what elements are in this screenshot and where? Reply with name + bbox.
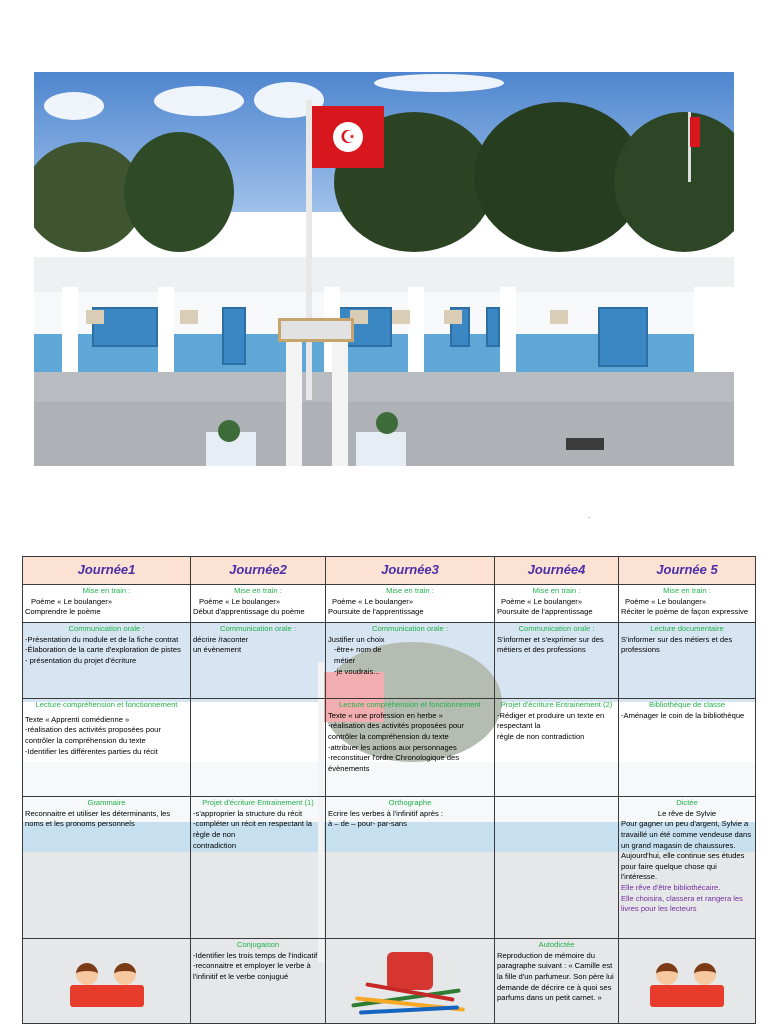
cell-line: -compléter un récit en respectant la règle de non <box>193 819 313 839</box>
cell-line: Reproduction de mémoire du paragraphe suivant : « Camille est la fille d'un parfumeur. Son père lui demande de décrire ce à quoi ses parfums dans un petit carnet. » <box>497 950 614 1003</box>
table-cell <box>495 585 619 623</box>
cell-title: Bibliothèque de classe <box>649 700 725 709</box>
cell-title: Projet d'écriture Entrainement (2) <box>500 700 613 709</box>
cell-title: Autodictée <box>538 940 575 949</box>
table-cell <box>23 699 191 797</box>
table-row <box>23 699 756 797</box>
tree-line <box>34 112 734 262</box>
cell-title: Mise en train : <box>82 586 131 595</box>
children-reading-book-icon <box>60 957 154 1011</box>
cell-title: Lecture compréhension et fonctionnement <box>339 700 481 709</box>
cloud <box>374 74 504 92</box>
cell-line: Comprendre le poème <box>25 607 101 617</box>
cell-title: Orthographe <box>388 798 432 807</box>
cell-line: -s'approprier la structure du récit <box>193 808 303 818</box>
cell-title: Communication orale : <box>372 624 448 633</box>
plant-pot <box>550 310 568 324</box>
cell-line: -Élaboration de la carte d'exploration de pistes <box>25 645 181 655</box>
window <box>486 307 500 347</box>
table-cell <box>495 797 619 939</box>
cell-line: -Identifier les trois temps de l'indicatif <box>193 950 318 960</box>
cell-title: Mise en train : <box>234 586 282 595</box>
plant-pot <box>86 310 104 324</box>
dictation-title: Le rêve de Sylvie <box>657 808 717 818</box>
cell-line: Poursuite de l'apprentissage <box>497 607 593 617</box>
cell-line: décrire /raconter <box>193 634 249 644</box>
cell-line: métier <box>334 655 356 665</box>
weekly-schedule-table <box>22 556 756 1024</box>
cell-title: Mise en train : <box>386 586 434 595</box>
table-cell <box>23 797 191 939</box>
table-cell <box>495 623 619 699</box>
cell-line: à – de – pour- par-sans <box>328 819 407 829</box>
day-header: Journée 5 <box>619 557 756 585</box>
cell-line: contradiction <box>193 840 237 850</box>
cell-line: Poème « Le boulanger» <box>625 596 707 606</box>
cell-line: -réalisation des activités proposées pour contrôler la compréhension du texte <box>328 721 464 741</box>
header-row <box>23 557 756 585</box>
cell-title: Communication orale : <box>518 624 595 633</box>
day-header: Journée1 <box>23 557 191 585</box>
table-cell <box>619 939 756 1024</box>
dictation-text: Pour gagner un peu d'argent, Sylvie a travaillé un été comme vendeuse dans un grand magasin de chaussures. Aujourd'hui, elle continue ses études pour faire quelque chose qui l'intéresse. <box>621 819 752 882</box>
cell-line: -réalisation des activités proposées pour contrôler la compréhension du texte <box>25 725 161 745</box>
cell-title: Lecture documentaire <box>650 624 724 633</box>
table-cell <box>495 699 619 797</box>
cell-title: Grammaire <box>87 798 126 807</box>
table-cell <box>23 623 191 699</box>
plinth-column <box>332 342 348 466</box>
cell-line: Poursuite de l'apprentissage <box>328 607 424 617</box>
table-cell <box>619 699 756 797</box>
cell-line: Début d'apprentissage du poème <box>193 607 305 617</box>
cell-line: Poème « Le boulanger» <box>332 596 414 606</box>
day-header: Journée4 <box>495 557 619 585</box>
table-cell <box>619 585 756 623</box>
cell-line: -Rédiger et produire un texte en respectant la <box>497 710 605 731</box>
door <box>222 307 246 365</box>
table-row <box>23 939 756 1024</box>
children-reading-book-icon <box>640 957 734 1011</box>
building-roof <box>34 257 734 297</box>
flag-icon <box>690 117 700 147</box>
cell-line: -Aménager le coin de la bibliothèque <box>621 710 745 720</box>
cell-title: Projet d'écriture Entrainement (1) <box>202 798 314 807</box>
table-cell <box>23 585 191 623</box>
cell-line: Justifier un choix <box>328 634 385 644</box>
cell-line: -attribuer les actions aux personnages <box>328 742 457 752</box>
plinth-column <box>286 342 302 466</box>
plant-pot <box>180 310 198 324</box>
plant-pot <box>444 310 462 324</box>
day-header: Journée2 <box>191 557 326 585</box>
cell-line: Poème « Le boulanger» <box>199 596 281 606</box>
cell-line: -je voudrais... <box>334 666 380 676</box>
cell-title: Communication orale : <box>68 624 145 633</box>
door <box>598 307 648 367</box>
table-cell <box>326 699 495 797</box>
cell-line: - présentation du projet d'écriture <box>25 655 137 665</box>
table-cell <box>619 797 756 939</box>
cell-line: -Identifier les différentes parties du récit <box>25 746 158 756</box>
table-cell <box>326 797 495 939</box>
dictation-line: Elle choisira, classera et rangera les livres pour les lecteurs <box>621 893 743 914</box>
cell-line: Reconnaitre et utiliser les déterminants, les noms et les pronoms personnels <box>25 808 171 829</box>
cell-title: Dictée <box>676 798 698 807</box>
cell-line: un évènement <box>193 645 242 655</box>
cell-title: Lecture compréhension et fonctionnement <box>35 700 178 709</box>
shrub <box>218 420 240 442</box>
cell-line: -reconstituer l'ordre Chronologique des évènements <box>328 753 460 773</box>
cell-line: S'informer et s'exprimer sur des métiers et des professions <box>497 634 604 655</box>
table-cell <box>191 797 326 939</box>
school-supplies-icon <box>345 948 475 1016</box>
cell-line: S'informer sur des métiers et des professions <box>621 634 733 655</box>
cell-line: Réciter le poème de façon expressive <box>621 607 749 617</box>
cell-line: Texte « une profession en herbe » <box>328 710 443 720</box>
table-cell <box>619 623 756 699</box>
cell-title: Mise en train : <box>532 586 581 595</box>
day-header: Journée3 <box>326 557 495 585</box>
dictation-line: Elle rêve d'être bibliothécaire. <box>621 883 721 892</box>
table-cell <box>23 939 191 1024</box>
tunisian-flag-icon: ☪ <box>312 106 384 168</box>
shrub <box>376 412 398 434</box>
stray-mark: . <box>588 511 591 520</box>
table-cell <box>191 699 326 797</box>
cell-line: -reconnaitre et employer le verbe à l'infinitif et le verbe conjugué <box>193 961 311 981</box>
cell-title: Mise en train : <box>663 586 711 595</box>
flag-plinth <box>278 318 354 342</box>
table-cell <box>326 623 495 699</box>
table-cell <box>495 939 619 1024</box>
table-cell <box>191 939 326 1024</box>
cell-line: Poème « Le boulanger» <box>31 596 113 606</box>
table-cell <box>326 939 495 1024</box>
cell-line: Poème « Le boulanger» <box>501 596 583 606</box>
cell-line: -être+ nom de <box>334 645 382 655</box>
cell-line: -Présentation du module et de la fiche contrat <box>25 634 179 644</box>
school-courtyard-photo <box>34 72 734 466</box>
drain-grate <box>566 438 604 450</box>
table-cell <box>191 623 326 699</box>
cell-line: règle de non contradiction <box>497 731 585 741</box>
cell-line: Ecrire les verbes à l'infinitif après : <box>328 808 443 818</box>
table-row <box>23 623 756 699</box>
plant-pot <box>392 310 410 324</box>
table-row <box>23 585 756 623</box>
table-cell <box>191 585 326 623</box>
table-row <box>23 797 756 939</box>
cell-line: Texte « Apprenti comédienne » <box>25 714 130 724</box>
table-cell <box>326 585 495 623</box>
cell-title: Conjugaison <box>236 940 280 949</box>
cell-title: Communication orale : <box>220 624 296 633</box>
planter <box>356 432 406 466</box>
